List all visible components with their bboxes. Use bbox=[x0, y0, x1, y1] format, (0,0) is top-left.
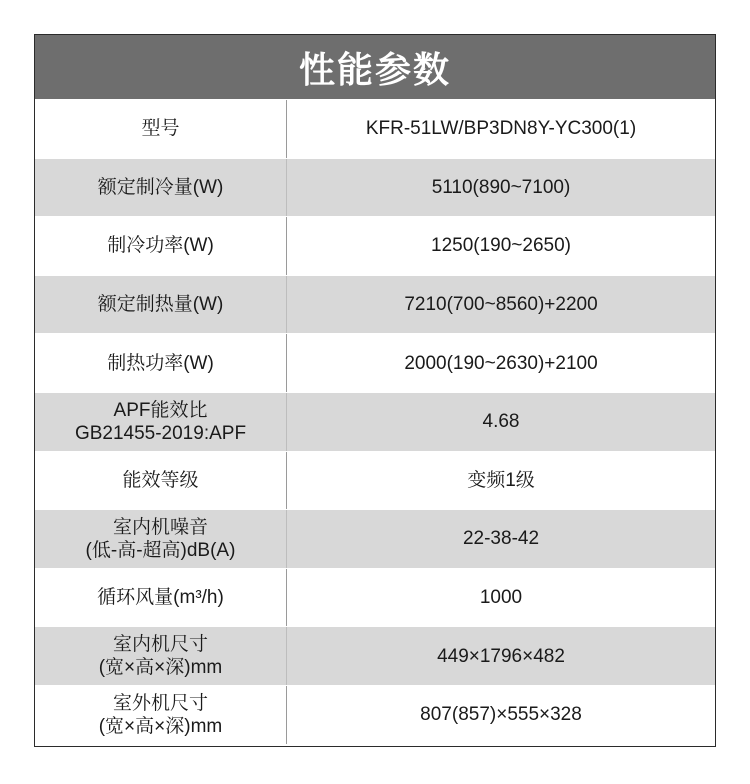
row-label bbox=[35, 393, 287, 451]
row-label-line: 循环风量(m³/h) bbox=[97, 587, 224, 609]
row-label-line: (宽×高×深)mm bbox=[98, 657, 223, 679]
table-row bbox=[35, 451, 715, 510]
row-value: 449×1796×482 bbox=[437, 645, 565, 667]
row-label bbox=[35, 569, 287, 627]
row-label-line: 能效等级 bbox=[122, 469, 199, 491]
row-label bbox=[35, 686, 287, 744]
table-row bbox=[35, 568, 715, 627]
spec-rows bbox=[35, 99, 715, 744]
row-label bbox=[35, 510, 287, 568]
row-value: 变频1级 bbox=[467, 469, 535, 491]
row-value: 2000(190~2630)+2100 bbox=[404, 352, 598, 374]
table-row bbox=[35, 509, 715, 568]
row-value: KFR-51LW/BP3DN8Y-YC300(1) bbox=[365, 118, 637, 140]
table-row bbox=[35, 685, 715, 744]
table-row bbox=[35, 158, 715, 217]
row-label-line: (低-高-超高)dB(A) bbox=[85, 539, 236, 561]
row-value: 5110(890~7100) bbox=[431, 176, 571, 198]
row-label-line: 制冷功率(W) bbox=[107, 235, 214, 257]
row-label bbox=[35, 276, 287, 334]
table-title-text: 性能参数 bbox=[298, 48, 451, 90]
row-label-line: 型号 bbox=[141, 118, 180, 140]
row-value: 807(857)×555×328 bbox=[420, 704, 582, 726]
table-row bbox=[35, 333, 715, 392]
row-label bbox=[35, 452, 287, 510]
row-label bbox=[35, 100, 287, 158]
table-row bbox=[35, 216, 715, 275]
row-label-line: 制热功率(W) bbox=[107, 352, 214, 374]
table-row bbox=[35, 392, 715, 451]
row-label-line: 额定制冷量(W) bbox=[97, 176, 224, 198]
row-label-line: (宽×高×深)mm bbox=[98, 715, 223, 737]
row-label-line: 室外机尺寸 bbox=[112, 692, 208, 714]
row-label bbox=[35, 159, 287, 217]
row-value: 22-38-42 bbox=[462, 528, 540, 550]
table-row bbox=[35, 275, 715, 334]
row-label bbox=[35, 334, 287, 392]
table-row bbox=[35, 626, 715, 685]
row-label-line: 室内机噪音 bbox=[112, 516, 208, 538]
row-label-line: APF能效比 bbox=[113, 399, 208, 421]
row-label-line: GB21455-2019:APF bbox=[74, 422, 247, 444]
table-row bbox=[35, 99, 715, 158]
row-value: 7210(700~8560)+2200 bbox=[404, 294, 598, 316]
row-label bbox=[35, 217, 287, 275]
row-value: 1000 bbox=[479, 587, 523, 609]
row-label-line: 室内机尺寸 bbox=[112, 634, 208, 656]
row-label-line: 额定制热量(W) bbox=[97, 294, 224, 316]
table-title bbox=[35, 35, 715, 99]
row-label bbox=[35, 627, 287, 685]
spec-table bbox=[34, 34, 716, 747]
row-value: 1250(190~2650) bbox=[431, 235, 571, 257]
row-value: 4.68 bbox=[482, 411, 520, 433]
